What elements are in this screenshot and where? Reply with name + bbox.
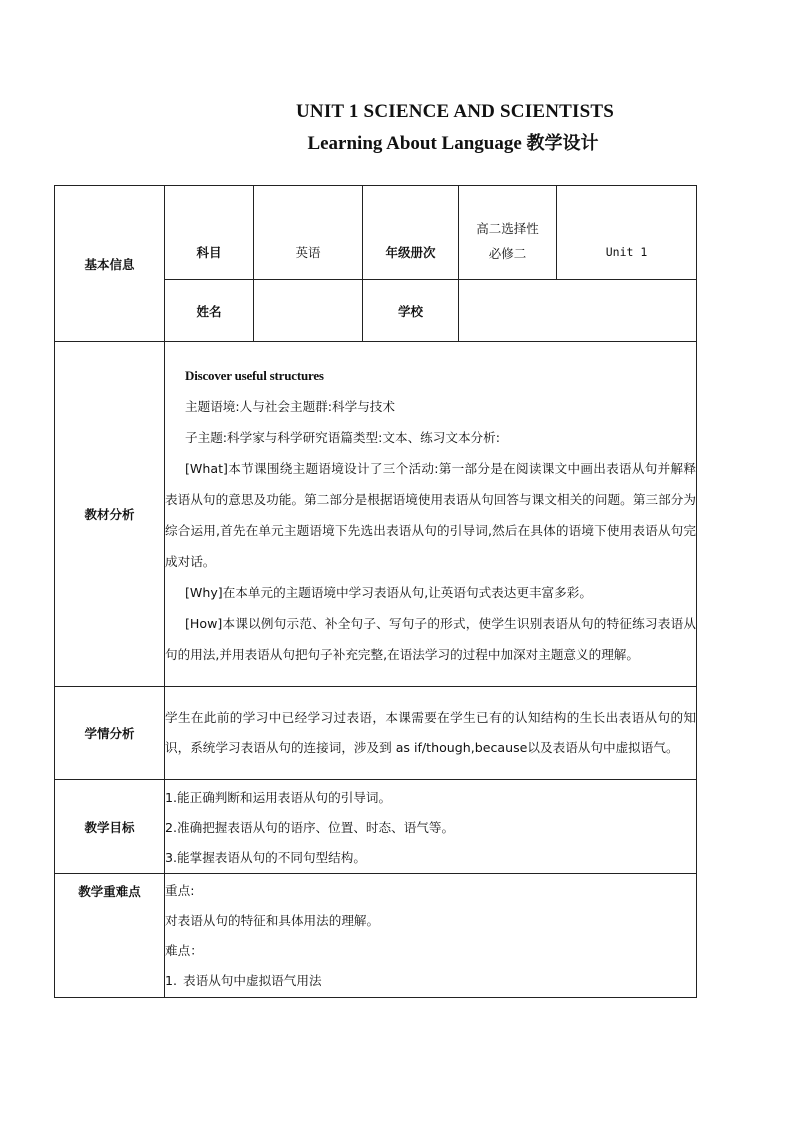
grade-label: 年级册次	[363, 186, 459, 280]
difficult-point-heading: 难点：	[165, 942, 203, 958]
student-analysis-content	[165, 687, 697, 780]
lesson-plan-table	[54, 185, 697, 998]
basic-info-row-1	[55, 186, 697, 280]
teaching-goal-item: 3.能掌握表语从句的不同句型结构。	[165, 849, 366, 865]
subject-label: 科目	[165, 186, 254, 280]
material-how: [How]本课以例句示范、补全句子、写句子的形式，使学生识别表语从句的特征练习表语从句的用法,并用表语从句把句子补充完整,在语法学习的过程中加深对主题意义的理解。	[165, 616, 696, 662]
teaching-goals-label: 教学目标	[55, 780, 165, 874]
key-point-text: 对表语从句的特征和具体用法的理解。	[165, 912, 380, 928]
basic-info-label: 基本信息	[55, 186, 165, 342]
teaching-goal-item: 2.准确把握表语从句的语序、位置、时态、语气等。	[165, 819, 455, 835]
document-subtitle	[0, 129, 794, 155]
material-analysis-label: 教材分析	[55, 342, 165, 687]
name-label: 姓名	[165, 280, 254, 342]
document-title: UNIT 1 SCIENCE AND SCIENTISTS	[295, 101, 614, 122]
material-analysis-row	[55, 342, 697, 687]
student-analysis-label: 学情分析	[55, 687, 165, 780]
teaching-goal-item: 1.能正确判断和运用表语从句的引导词。	[165, 789, 392, 805]
material-analysis-content	[165, 342, 697, 687]
difficult-item-number: 1.	[165, 972, 178, 988]
material-why: [Why]在本单元的主题语境中学习表语从句,让英语句式表达更丰富多彩。	[185, 585, 592, 600]
difficult-item-text: 表语从句中虚拟语气用法	[183, 972, 322, 988]
student-analysis-row	[55, 687, 697, 780]
grade-value-line1: 高二选择性	[476, 221, 539, 236]
key-difficult-row	[55, 874, 697, 998]
material-what: [What]本节课围绕主题语境设计了三个活动:第一部分是在阅读课文中画出表语从句并解释表语从句的意思及功能。第二部分是根据语境使用表语从句回答与课文相关的问题。第三部分为综合运用,首先在单元主题语境下先选出表语从句的引导词,然后在具体的语境下使用表语从句完成对话。	[165, 461, 696, 569]
material-theme: 主题语境:人与社会主题群:科学与技术	[185, 399, 395, 414]
unit-value-text: Unit 1	[605, 245, 648, 259]
key-difficult-label: 教学重难点	[55, 874, 165, 998]
subtitle-english: Learning About Language	[307, 133, 522, 154]
key-difficult-content	[165, 874, 697, 998]
name-value	[254, 280, 363, 342]
subtitle-chinese: 教学设计	[526, 133, 599, 154]
material-subtheme: 子主题:科学家与科学研究语篇类型:文本、练习文本分析:	[185, 430, 500, 445]
school-label: 学校	[363, 280, 459, 342]
student-analysis-text: 学生在此前的学习中已经学习过表语，本课需要在学生已有的认知结构的生长出表语从句的知识，系统学习表语从句的连接词，涉及到 as if/though,because以及表语从句中虚拟语气。	[165, 710, 696, 755]
subject-value: 英语	[254, 186, 363, 280]
material-heading: Discover useful structures	[185, 368, 324, 383]
difficult-point-item	[165, 966, 696, 996]
grade-value	[459, 186, 557, 280]
unit-value	[557, 186, 697, 280]
school-value	[459, 280, 697, 342]
grade-value-line2: 必修二	[488, 246, 527, 261]
key-point-heading: 重点:	[165, 882, 195, 898]
teaching-goals-content	[165, 780, 697, 874]
teaching-goals-row	[55, 780, 697, 874]
